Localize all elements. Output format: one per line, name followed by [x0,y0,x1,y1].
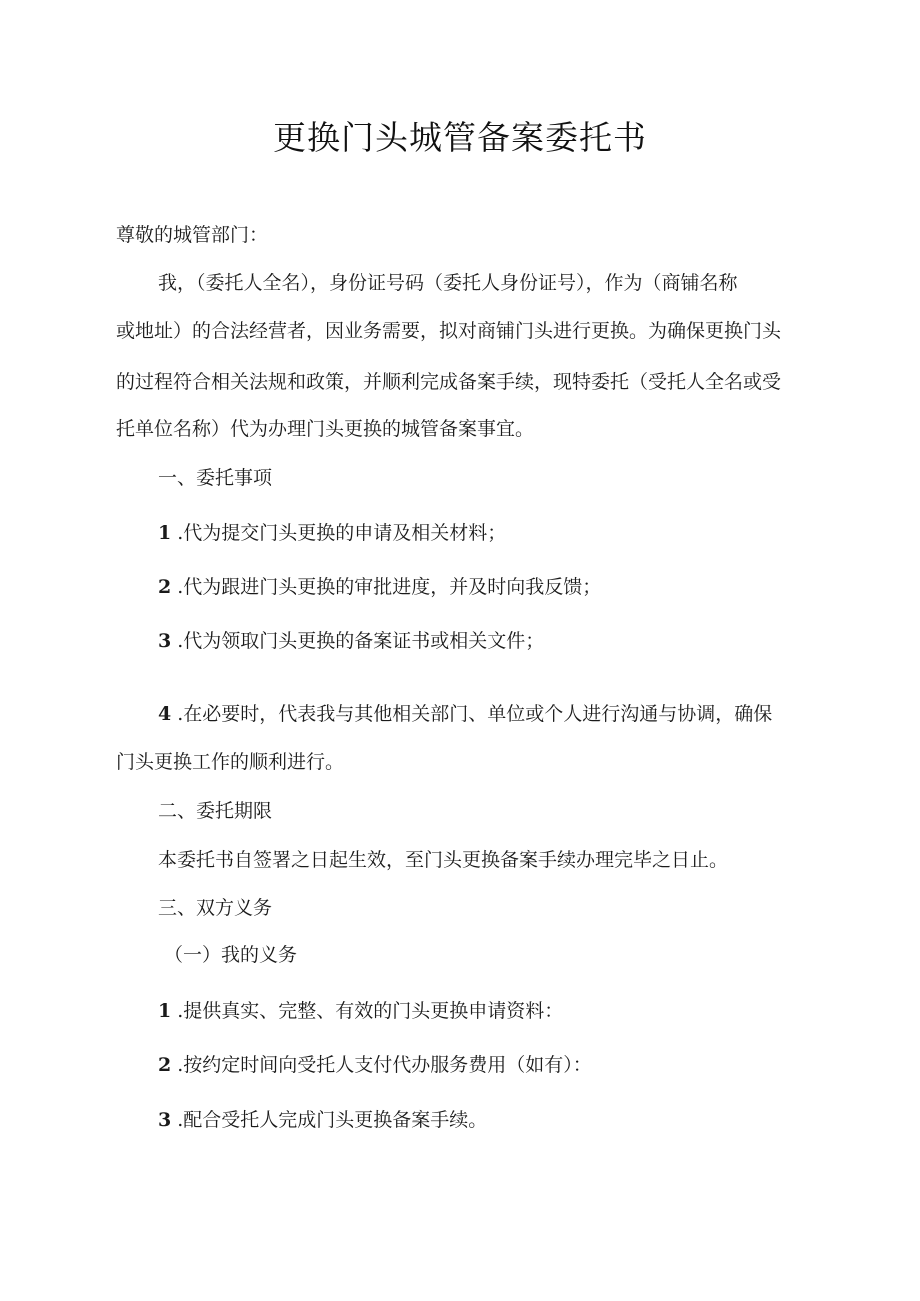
document-title: 更换门头城管备案委托书 [273,118,647,157]
list-item-text: .提供真实、完整、有效的门头更换申请资料： [177,1000,564,1022]
intro-line-4: 托单位名称）代为办理门头更换的城管备案事宜。 [116,418,535,440]
intro-line-1: 我，（委托人全名），身份证号码（委托人身份证号），作为（商铺名称 [158,272,738,294]
section-heading-term: 二、委托期限 [158,800,273,822]
list-item-number: 2 [158,1054,172,1076]
list-item-number: 2 [158,576,172,598]
intro-line-3: 的过程符合相关法规和政策，并顺利完成备案手续，现特委托（受托人全名或受 [116,371,782,393]
list-item [158,518,506,545]
list-item [158,572,601,599]
list-item-text: .代为跟进门头更换的审批进度，并及时向我反馈； [177,576,602,598]
term-text: 本委托书自签署之日起生效，至门头更换备案手续办理完毕之日止。 [158,849,729,871]
list-item [158,1050,592,1077]
list-item-number: 3 [158,630,172,652]
list-item-text: .配合受托人完成门头更换备案手续。 [177,1109,488,1131]
list-item-number: 4 [158,703,172,725]
section-heading-obligations: 三、双方义务 [158,897,273,919]
subsection-heading-my-obligations: （一）我的义务 [164,944,298,966]
section-heading-scope: 一、委托事项 [158,467,273,489]
list-item-text: .在必要时，代表我与其他相关部门、单位或个人进行沟通与协调，确保 [177,703,773,725]
list-item-text: .按约定时间向受托人支付代办服务费用（如有）： [177,1054,592,1076]
list-item [158,626,544,653]
list-item [158,1105,487,1132]
list-item-text: .代为提交门头更换的申请及相关材料； [177,522,507,544]
list-item-number: 1 [158,1000,172,1022]
list-item [158,996,563,1023]
list-item-number: 1 [158,522,172,544]
list-item-continuation: 门头更换工作的顺利进行。 [116,751,345,773]
list-item [158,699,772,726]
intro-line-2: 或地址）的合法经营者，因业务需要，拟对商铺门头进行更换。为确保更换门头 [116,320,782,342]
list-item-text: .代为领取门头更换的备案证书或相关文件； [177,630,545,652]
salutation: 尊敬的城管部门： [116,224,269,246]
list-item-number: 3 [158,1109,172,1131]
